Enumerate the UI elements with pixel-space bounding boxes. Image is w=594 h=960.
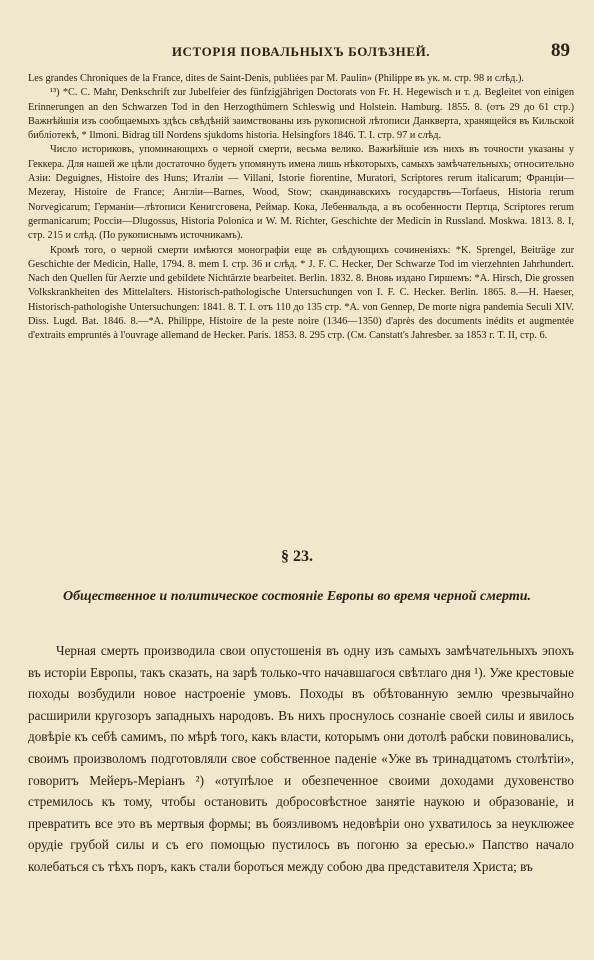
running-title: ИСТОРІЯ ПОВАЛЬНЫХЪ БОЛѢЗНЕЙ. (171, 44, 431, 59)
page-number: 89 (551, 40, 570, 61)
footnote-paragraph: ¹³) *C. C. Mahr, Denkschrift zur Jubelfeier des fünfzigjährigen Doctorats von Fr. H. Hegewisch и т. д. Begleitet von einigen Erinnerungen an den Schwarzen Tod in den Herzogthümern Schleswig und Holstein. Hamburg. 1855. 8. (отъ 29 до 61 стр.) Важнѣйшія изъ сообщаемыхъ здѣсь свѣдѣній заимствованы изъ рукописной лѣтописи Данкверта, хранящейся въ Кильской библіотекѣ, * Ilmoni. Bidrag till Nordens sjukdoms historia. Helsingfors 1846. T. I. стр. 97 и слѣд. (28, 87, 574, 142)
section-number: § 23. (281, 548, 313, 565)
main-text (28, 640, 574, 878)
footnote-paragraph: Число историковъ, упоминающихъ о черной смерти, весьма велико. Важнѣйшіе изъ нихъ въ точности указаны у Геккера. Для нашей же цѣли достаточно будетъ упомянуть имена лишь нѣкоторыхъ, самыхъ замѣчательныхъ; относительно Азіи: Deguignes, Histoire des Huns; Италіи — Villani, Istorie fiorentine, Muratori, Scriptores rerum italicarum; Франціи—Mezeray, Histoire de France; Англіи—Barnes, Wood, Stow; скандинавскихъ государствъ—Torfaeus, Historia rerum Norvegicarum; Германіи—лѣтописи Кенигсговена, Реймар. Кока, Лебенвальда, а въ особенности Пертца, Scriptores rerum germanicarum; Россіи—Dlugossus, Historia Polonica и W. M. Richter, Geschichte der Medicin in Russland. Moskwa. 1813. 8. I, стр. 215 и слѣд. (По рукописнымъ источникамъ). (28, 144, 574, 242)
footnote-paragraph: Les grandes Chroniques de la France, dites de Saint-Denis, publiées par M. Paulin» (Philippe въ ук. м. стр. 98 и слѣд.). (28, 73, 524, 84)
footnotes-block (28, 72, 574, 344)
footnote-paragraph: Кромѣ того, о черной смерти имѣются монографіи еще въ слѣдующихъ сочиненіяхъ: *K. Sprengel, Beiträge zur Geschichte der Medicin, Halle, 1794. 8. mem I. стр. 36 и слѣд. * J. F. C. Hecker, Der Schwarze Tod im vierzehnten Jahrhundert. Nach den Quellen für Aerzte und gebildete Nichtärzte bearbeitet. Berlin. 1832. 8. Вновь издано Гиршемъ: *A. Hirsch, Die grossen Volkskrankheiten des Mittelalters. Historisch-pathologische Untersuchungen von I. F. C. Hecker. Berlin. 1865. 8.—H. Haeser, Historisch-pathologishe Untersuchungen: 1841. 8. T. I. отъ 110 до 135 стр. *A. von Gennep, De morte nigra pandemia Seculi XIV. Diss. Lugd. Bat. 1846. 8.—*A. Philippe, Histoire de la peste noire (1346—1350) d'après des documents inédits et augmentée d'extraits empruntés à l'ouvrage allemand de Hecker. Paris. 1853. 8. 295 стр. (См. Canstatt's Jahresber. за 1853 г. T. II, стр. 6. (28, 244, 574, 342)
body-paragraph: Черная смерть производила свои опустошенія въ одну изъ самыхъ замѣчательныхъ эпохъ въ исторіи Европы, такъ сказать, на зарѣ только-что начавшагося свѣтлаго дня ¹). Уже крестовые походы возбудили новое настроеніе умовъ. Походы въ обѣтованную землю чрезвычайно расширили кругозоръ западныхъ народовъ. Въ нихъ проснулось сознаніе своей силы и явилось довѣріе къ себѣ самимъ, по мѣрѣ того, какъ власти, которымъ они дотолѣ рабски повиновались, своимъ произволомъ подготовляли свое собственное паденіе «Уже въ тринадцатомъ столѣтіи», говоритъ Мейеръ-Меріанъ ²) «отупѣлое и обезпеченное своими доходами духовенство стремилось къ тому, чтобы остановить добросовѣстное занятіе наукою и образованіе, и превратить все это въ мертвыя формы; въ боязливомъ недовѣріи оно ухватилось за неуклюжее орудіе грубой силы и съ его помощью пустилось въ погоню за ересью.» Папство начало колебаться съ тѣхъ поръ, какъ стали бороться между собою два представителя Христа; въ (28, 643, 574, 874)
section-heading: Общественное и политическое состояніе Европы во время черной смерти. (62, 589, 532, 604)
page-header (28, 40, 574, 64)
